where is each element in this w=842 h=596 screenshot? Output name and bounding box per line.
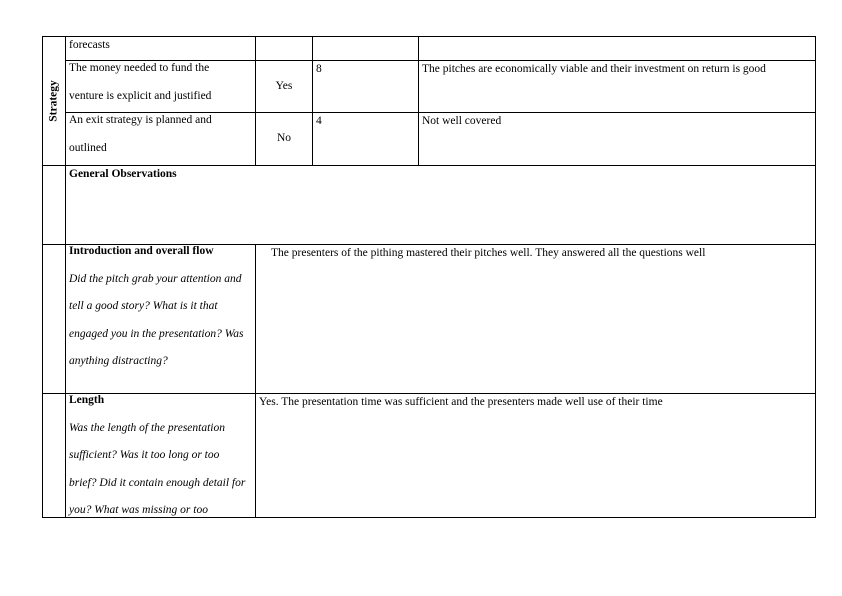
question-text: anything distracting? <box>69 355 168 367</box>
observation-answer-cell <box>255 393 816 518</box>
criterion-text: outlined <box>69 142 107 154</box>
comment-text: The pitches are economically viable and their investment on return is good <box>422 63 766 75</box>
score-text: 8 <box>316 63 322 75</box>
criterion-text: An exit strategy is planned and <box>69 114 212 126</box>
question-text: Was the length of the presentation <box>69 421 225 434</box>
question-text: sufficient? Was it too long or too <box>69 449 220 461</box>
observation-question-cell <box>65 393 256 518</box>
answer-cell <box>255 36 313 61</box>
answer-text: Yes. The presentation time was sufficient and the presenters made well use of their time <box>259 396 663 408</box>
general-observations-cell <box>65 165 816 245</box>
blank-label-cell <box>42 165 66 245</box>
answer-text: The presenters of the pithing mastered their pitches well. They answered all the questions well <box>271 247 706 259</box>
observation-answer-cell <box>255 244 816 394</box>
question-text: Did the pitch grab your attention and <box>69 272 242 285</box>
blank-label-cell <box>42 393 66 518</box>
criterion-cell <box>65 112 256 166</box>
section-label: Strategy <box>47 80 60 122</box>
blank-label-cell <box>42 244 66 394</box>
answer-cell <box>255 60 313 113</box>
score-cell <box>312 112 419 166</box>
score-cell <box>312 60 419 113</box>
score-text: 4 <box>316 115 322 127</box>
section-label-cell <box>42 36 66 166</box>
comment-text: Not well covered <box>422 115 502 127</box>
question-text: you? What was missing or too <box>69 504 208 516</box>
score-cell <box>312 36 419 61</box>
criterion-text: venture is explicit and justified <box>69 90 212 102</box>
comment-cell <box>418 112 816 166</box>
answer-cell <box>255 112 313 166</box>
general-observations-heading: General Observations <box>69 168 177 180</box>
answer-text: Yes <box>275 79 293 92</box>
comment-cell <box>418 60 816 113</box>
observation-title: Introduction and overall flow <box>69 245 214 257</box>
comment-cell <box>418 36 816 61</box>
question-text: brief? Did it contain enough detail for <box>69 476 246 489</box>
criterion-text: The money needed to fund the <box>69 62 210 74</box>
observation-title: Length <box>69 394 105 406</box>
question-text: tell a good story? What is it that <box>69 300 218 312</box>
question-text: engaged you in the presentation? Was <box>69 327 244 340</box>
criterion-text: forecasts <box>69 39 110 51</box>
answer-text: No <box>276 132 292 145</box>
observation-question-cell <box>65 244 256 394</box>
